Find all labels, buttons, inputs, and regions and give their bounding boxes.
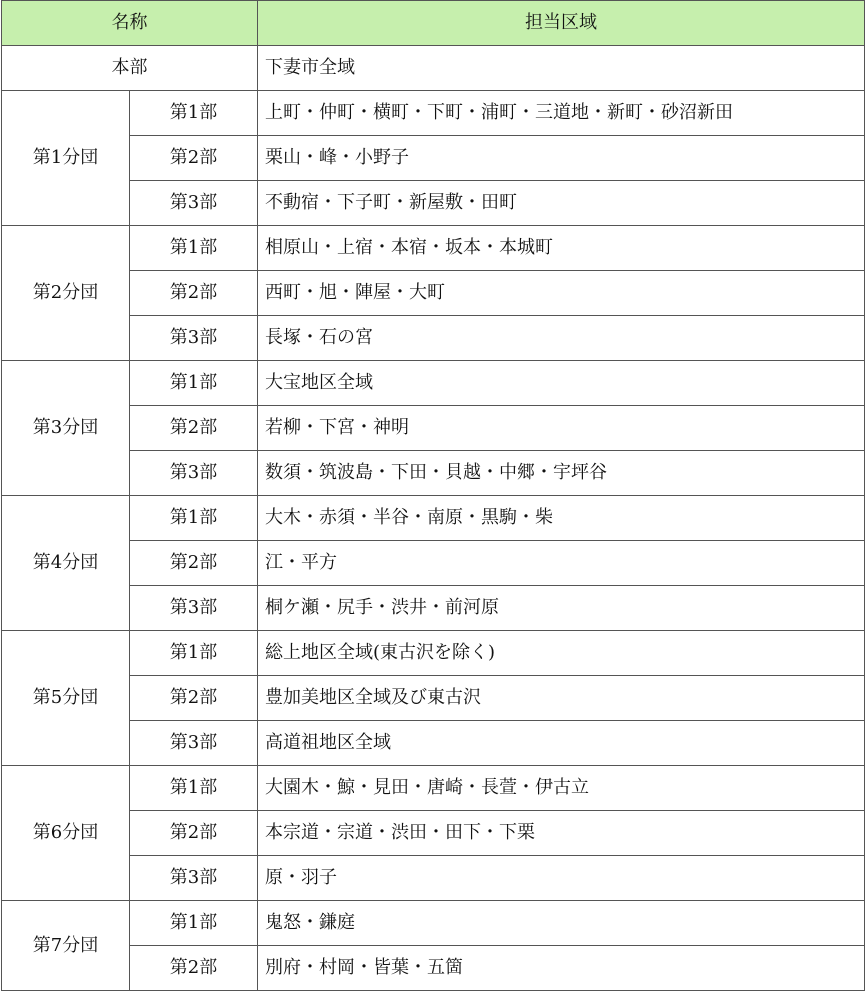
section-label: 第3部 <box>130 856 258 901</box>
table-row <box>2 541 865 586</box>
section-label: 第1部 <box>130 766 258 811</box>
division-name: 第4分団 <box>2 496 130 631</box>
section-label: 第2部 <box>130 811 258 856</box>
section-label: 第1部 <box>130 361 258 406</box>
table-row <box>2 181 865 226</box>
table-body <box>2 46 865 991</box>
headquarters-name: 本部 <box>2 46 258 91</box>
header-name: 名称 <box>2 1 258 46</box>
division-name: 第6分団 <box>2 766 130 901</box>
section-area: 上町・仲町・横町・下町・浦町・三道地・新町・砂沼新田 <box>258 91 865 136</box>
table-row <box>2 496 865 541</box>
section-area: 別府・村岡・皆葉・五箇 <box>258 946 865 991</box>
fire-brigade-area-table <box>1 0 865 991</box>
table-row <box>2 811 865 856</box>
section-area: 数須・筑波島・下田・貝越・中郷・宇坪谷 <box>258 451 865 496</box>
table-row <box>2 136 865 181</box>
section-area: 桐ケ瀬・尻手・渋井・前河原 <box>258 586 865 631</box>
section-label: 第1部 <box>130 901 258 946</box>
section-area: 鬼怒・鎌庭 <box>258 901 865 946</box>
section-area: 大木・赤須・半谷・南原・黒駒・柴 <box>258 496 865 541</box>
table-row <box>2 316 865 361</box>
division-name: 第7分団 <box>2 901 130 991</box>
section-label: 第2部 <box>130 406 258 451</box>
section-area: 長塚・石の宮 <box>258 316 865 361</box>
section-area: 本宗道・宗道・渋田・田下・下栗 <box>258 811 865 856</box>
section-area: 大宝地区全域 <box>258 361 865 406</box>
section-label: 第2部 <box>130 136 258 181</box>
section-label: 第1部 <box>130 91 258 136</box>
section-area: 大園木・鯨・見田・唐崎・長萱・伊古立 <box>258 766 865 811</box>
division-name: 第1分団 <box>2 91 130 226</box>
section-area: 栗山・峰・小野子 <box>258 136 865 181</box>
table-row <box>2 361 865 406</box>
section-area: 総上地区全域(東古沢を除く) <box>258 631 865 676</box>
headquarters-area: 下妻市全域 <box>258 46 865 91</box>
table-row <box>2 451 865 496</box>
table-row <box>2 856 865 901</box>
section-area: 西町・旭・陣屋・大町 <box>258 271 865 316</box>
table-row <box>2 271 865 316</box>
section-label: 第3部 <box>130 316 258 361</box>
division-name: 第3分団 <box>2 361 130 496</box>
headquarters-row <box>2 46 865 91</box>
section-label: 第2部 <box>130 271 258 316</box>
table-row <box>2 91 865 136</box>
table-row <box>2 946 865 991</box>
table-row <box>2 721 865 766</box>
section-label: 第3部 <box>130 181 258 226</box>
section-area: 不動宿・下子町・新屋敷・田町 <box>258 181 865 226</box>
section-label: 第1部 <box>130 631 258 676</box>
section-label: 第2部 <box>130 541 258 586</box>
section-area: 原・羽子 <box>258 856 865 901</box>
table-row <box>2 676 865 721</box>
section-label: 第3部 <box>130 451 258 496</box>
section-area: 相原山・上宿・本宿・坂本・本城町 <box>258 226 865 271</box>
section-label: 第2部 <box>130 676 258 721</box>
section-label: 第1部 <box>130 226 258 271</box>
table-row <box>2 586 865 631</box>
section-label: 第3部 <box>130 586 258 631</box>
header-area: 担当区域 <box>258 1 865 46</box>
table-row <box>2 901 865 946</box>
division-name: 第2分団 <box>2 226 130 361</box>
division-name: 第5分団 <box>2 631 130 766</box>
section-label: 第1部 <box>130 496 258 541</box>
section-area: 高道祖地区全域 <box>258 721 865 766</box>
table-row <box>2 406 865 451</box>
table-row <box>2 631 865 676</box>
section-area: 豊加美地区全域及び東古沢 <box>258 676 865 721</box>
section-area: 若柳・下宮・神明 <box>258 406 865 451</box>
section-area: 江・平方 <box>258 541 865 586</box>
header-row <box>2 1 865 46</box>
section-label: 第3部 <box>130 721 258 766</box>
table-row <box>2 766 865 811</box>
section-label: 第2部 <box>130 946 258 991</box>
table-row <box>2 226 865 271</box>
